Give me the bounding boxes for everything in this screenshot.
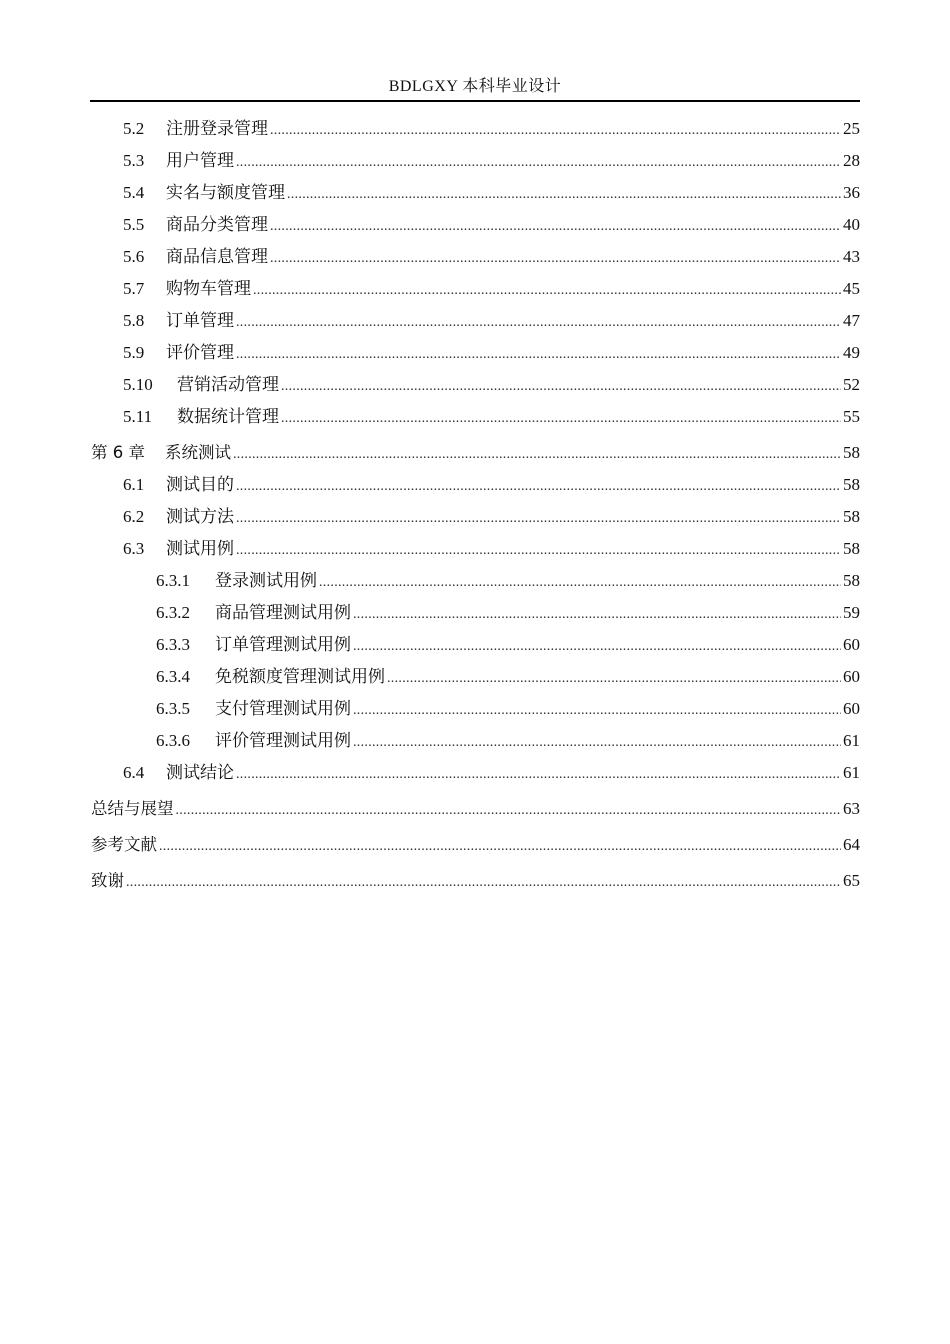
toc-entry-page: 52 bbox=[843, 375, 860, 394]
toc-entry-title: 评价管理测试用例 bbox=[215, 731, 351, 750]
toc-entry-number: 6.3.3 bbox=[156, 635, 190, 654]
toc-entry-title: 测试方法 bbox=[166, 507, 234, 526]
toc-entry-number: 6.3.5 bbox=[156, 699, 190, 718]
toc-entry[interactable] bbox=[91, 868, 860, 894]
toc-entry-title: 评价管理 bbox=[166, 343, 234, 362]
toc-entry-title: 商品信息管理 bbox=[166, 247, 268, 266]
toc-entry-title: 购物车管理 bbox=[166, 279, 251, 298]
toc-entry-number: 5.9 bbox=[123, 343, 145, 362]
toc-entry-number: 5.10 bbox=[123, 375, 153, 394]
toc-entry-page: 58 bbox=[843, 507, 860, 526]
toc-entry-page: 49 bbox=[843, 343, 860, 362]
toc-entry[interactable] bbox=[91, 276, 860, 302]
toc-entry-title: 免税额度管理测试用例 bbox=[215, 667, 385, 686]
dot-leader bbox=[236, 150, 841, 172]
toc-entry-title: 测试目的 bbox=[166, 475, 234, 494]
toc-entry-title: 支付管理测试用例 bbox=[215, 699, 351, 718]
toc-entry[interactable] bbox=[91, 568, 860, 594]
toc-entry-title: 总结与展望 bbox=[91, 799, 174, 818]
toc-entry-page: 36 bbox=[843, 183, 860, 202]
dot-leader bbox=[287, 182, 841, 204]
toc-entry-number: 6.3.6 bbox=[156, 731, 190, 750]
toc-entry[interactable] bbox=[91, 180, 860, 206]
dot-leader bbox=[236, 342, 841, 364]
toc-entry-title: 营销活动管理 bbox=[177, 375, 279, 394]
dot-leader bbox=[270, 246, 841, 268]
toc-entry-number: 6.3 bbox=[123, 539, 145, 558]
toc-entry[interactable] bbox=[91, 340, 860, 366]
toc-entry[interactable] bbox=[91, 116, 860, 142]
dot-leader bbox=[159, 834, 841, 856]
toc-entry-number: 5.5 bbox=[123, 215, 145, 234]
toc-entry[interactable] bbox=[91, 472, 860, 498]
toc-entry-page: 28 bbox=[843, 151, 860, 170]
toc-entry-title: 商品管理测试用例 bbox=[215, 603, 351, 622]
dot-leader bbox=[236, 474, 841, 496]
toc-entry[interactable] bbox=[91, 832, 860, 858]
toc-entry-page: 64 bbox=[843, 835, 860, 854]
toc-entry-page: 40 bbox=[843, 215, 860, 234]
toc-entry[interactable] bbox=[91, 308, 860, 334]
dot-leader bbox=[281, 406, 841, 428]
toc-entry-number: 5.11 bbox=[123, 407, 153, 426]
toc-entry-title: 用户管理 bbox=[166, 151, 234, 170]
toc-entry-page: 47 bbox=[843, 311, 860, 330]
toc-entry-title: 参考文献 bbox=[91, 835, 157, 854]
toc-entry[interactable] bbox=[91, 148, 860, 174]
table-of-contents bbox=[91, 116, 860, 900]
toc-entry[interactable] bbox=[91, 728, 860, 754]
toc-entry[interactable] bbox=[91, 696, 860, 722]
dot-leader bbox=[253, 278, 841, 300]
page-header-title: BDLGXY 本科毕业设计 bbox=[388, 78, 562, 95]
toc-entry-title: 致谢 bbox=[91, 871, 124, 890]
dot-leader bbox=[319, 570, 841, 592]
toc-entry-number: 6.1 bbox=[123, 475, 145, 494]
dot-leader bbox=[353, 634, 841, 656]
toc-entry-number: 6.4 bbox=[123, 763, 145, 782]
toc-entry-page: 59 bbox=[843, 603, 860, 622]
toc-entry-title: 数据统计管理 bbox=[177, 407, 279, 426]
toc-entry-number: 5.8 bbox=[123, 311, 145, 330]
toc-entry-title: 登录测试用例 bbox=[215, 571, 317, 590]
toc-entry-page: 43 bbox=[843, 247, 860, 266]
dot-leader bbox=[353, 602, 841, 624]
header-divider bbox=[90, 100, 860, 102]
toc-entry-number: 6.3.1 bbox=[156, 571, 190, 590]
dot-leader bbox=[270, 214, 841, 236]
dot-leader bbox=[236, 762, 841, 784]
toc-entry[interactable] bbox=[91, 536, 860, 562]
toc-entry[interactable] bbox=[91, 632, 860, 658]
dot-leader bbox=[126, 870, 841, 892]
toc-entry-number: 5.3 bbox=[123, 151, 145, 170]
toc-entry[interactable] bbox=[91, 372, 860, 398]
toc-entry-number: 6.2 bbox=[123, 507, 145, 526]
toc-entry-number: 5.4 bbox=[123, 183, 145, 202]
dot-leader bbox=[176, 798, 842, 820]
toc-entry-page: 45 bbox=[843, 279, 860, 298]
toc-entry[interactable] bbox=[91, 212, 860, 238]
toc-entry-title: 商品分类管理 bbox=[166, 215, 268, 234]
toc-entry[interactable] bbox=[91, 440, 860, 466]
toc-entry[interactable] bbox=[91, 600, 860, 626]
toc-entry-title: 测试结论 bbox=[166, 763, 234, 782]
toc-entry[interactable] bbox=[91, 796, 860, 822]
toc-entry-page: 60 bbox=[843, 635, 860, 654]
toc-entry-title: 订单管理测试用例 bbox=[215, 635, 351, 654]
toc-entry-title: 测试用例 bbox=[166, 539, 234, 558]
dot-leader bbox=[236, 310, 841, 332]
toc-entry-page: 58 bbox=[843, 443, 860, 462]
dot-leader bbox=[236, 538, 841, 560]
toc-entry-page: 63 bbox=[843, 799, 860, 818]
toc-entry-number: 5.6 bbox=[123, 247, 145, 266]
toc-entry-page: 58 bbox=[843, 539, 860, 558]
toc-entry-number: 6.3.2 bbox=[156, 603, 190, 622]
toc-entry-title: 订单管理 bbox=[166, 311, 234, 330]
dot-leader bbox=[353, 730, 841, 752]
toc-entry-page: 58 bbox=[843, 475, 860, 494]
toc-entry-page: 60 bbox=[843, 699, 860, 718]
dot-leader bbox=[281, 374, 841, 396]
dot-leader bbox=[236, 506, 841, 528]
toc-entry[interactable] bbox=[91, 404, 860, 430]
toc-entry-number: 第 6 章 bbox=[91, 443, 145, 462]
toc-entry[interactable] bbox=[91, 504, 860, 530]
dot-leader bbox=[387, 666, 841, 688]
toc-entry-page: 58 bbox=[843, 571, 860, 590]
toc-entry-page: 61 bbox=[843, 763, 860, 782]
toc-entry-page: 25 bbox=[843, 119, 860, 138]
toc-entry-number: 5.2 bbox=[123, 119, 145, 138]
toc-entry-page: 65 bbox=[843, 871, 860, 890]
toc-entry-title: 系统测试 bbox=[165, 443, 231, 462]
toc-entry-title: 实名与额度管理 bbox=[166, 183, 285, 202]
toc-entry[interactable] bbox=[91, 760, 860, 786]
toc-entry-page: 61 bbox=[843, 731, 860, 750]
toc-entry-number: 6.3.4 bbox=[156, 667, 190, 686]
toc-entry-page: 55 bbox=[843, 407, 860, 426]
toc-entry[interactable] bbox=[91, 244, 860, 270]
dot-leader bbox=[270, 118, 841, 140]
toc-entry-page: 60 bbox=[843, 667, 860, 686]
toc-entry-number: 5.7 bbox=[123, 279, 145, 298]
dot-leader bbox=[353, 698, 841, 720]
toc-entry[interactable] bbox=[91, 664, 860, 690]
toc-entry-title: 注册登录管理 bbox=[166, 119, 268, 138]
dot-leader bbox=[233, 442, 841, 464]
